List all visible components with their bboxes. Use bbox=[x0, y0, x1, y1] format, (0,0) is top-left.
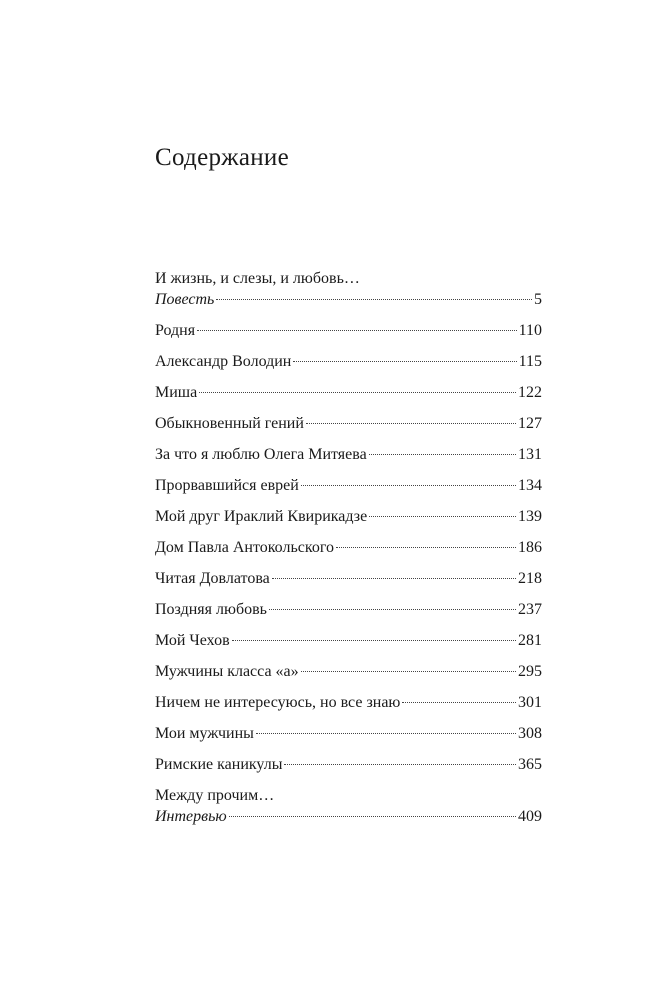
table-of-contents bbox=[155, 268, 542, 837]
toc-entry-title: Мой Чехов bbox=[155, 632, 230, 649]
toc-entry-line bbox=[155, 382, 542, 403]
toc-entry-title: Обыкновенный гений bbox=[155, 415, 304, 432]
dot-leader bbox=[284, 764, 516, 765]
toc-entry-title: Мой друг Ираклий Квирикадзе bbox=[155, 508, 368, 525]
toc-entry-line bbox=[155, 506, 542, 527]
dot-leader bbox=[256, 733, 516, 734]
dot-leader bbox=[369, 454, 516, 455]
toc-entry-title: Римские каникулы bbox=[155, 756, 283, 773]
dot-leader bbox=[232, 640, 516, 641]
toc-entry-line bbox=[155, 661, 542, 682]
toc-page-number: 308 bbox=[518, 725, 542, 742]
toc-entry-line bbox=[155, 475, 542, 496]
dot-leader bbox=[269, 609, 516, 610]
toc-entry[interactable] bbox=[155, 599, 542, 620]
toc-entry-title: Мои мужчины bbox=[155, 725, 254, 742]
dot-leader bbox=[369, 516, 516, 517]
toc-page-number: 281 bbox=[518, 632, 542, 649]
toc-page-number: 409 bbox=[518, 808, 542, 825]
toc-page-number: 301 bbox=[518, 694, 542, 711]
toc-entry[interactable] bbox=[155, 630, 542, 651]
dot-leader bbox=[293, 361, 516, 362]
toc-entry-title: За что я люблю Олега Митяева bbox=[155, 446, 367, 463]
toc-page-number: 127 bbox=[518, 415, 542, 432]
toc-entry-line bbox=[155, 289, 542, 310]
page-title: Содержание bbox=[155, 144, 289, 171]
toc-entry-line bbox=[155, 630, 542, 651]
toc-entry-title: Ничем не интересуюсь, но все знаю bbox=[155, 694, 401, 711]
toc-entry[interactable] bbox=[155, 692, 542, 713]
dot-leader bbox=[336, 547, 516, 548]
toc-entry-line bbox=[155, 320, 542, 341]
toc-entry-line bbox=[155, 723, 542, 744]
toc-entry[interactable] bbox=[155, 723, 542, 744]
toc-page-number: 365 bbox=[518, 756, 542, 773]
toc-entry-subtitle: Повесть bbox=[155, 291, 215, 308]
dot-leader bbox=[229, 816, 516, 817]
toc-entry[interactable] bbox=[155, 568, 542, 589]
toc-entry-title: Поздняя любовь bbox=[155, 601, 267, 618]
toc-entry-title: Мужчины класса «а» bbox=[155, 663, 299, 680]
toc-entry-title: Миша bbox=[155, 384, 198, 401]
toc-page-number: 122 bbox=[518, 384, 542, 401]
toc-entry[interactable] bbox=[155, 444, 542, 465]
toc-entry-line bbox=[155, 692, 542, 713]
toc-page-number: 218 bbox=[518, 570, 542, 587]
toc-entry[interactable] bbox=[155, 506, 542, 527]
toc-entry-line bbox=[155, 806, 542, 827]
toc-entry-line bbox=[155, 351, 542, 372]
toc-page-number: 295 bbox=[518, 663, 542, 680]
dot-leader bbox=[306, 423, 516, 424]
toc-page-number: 110 bbox=[518, 322, 542, 339]
toc-entry-title: Между прочим… bbox=[155, 787, 275, 804]
dot-leader bbox=[402, 702, 516, 703]
toc-entry-line bbox=[155, 413, 542, 434]
toc-entry[interactable] bbox=[155, 661, 542, 682]
toc-entry[interactable] bbox=[155, 268, 542, 310]
toc-entry[interactable] bbox=[155, 320, 542, 341]
toc-page-number: 237 bbox=[518, 601, 542, 618]
toc-page-number: 131 bbox=[518, 446, 542, 463]
toc-entry[interactable] bbox=[155, 475, 542, 496]
toc-entry-title: И жизнь, и слезы, и любовь… bbox=[155, 270, 360, 287]
toc-page-number: 134 bbox=[518, 477, 542, 494]
dot-leader bbox=[197, 330, 516, 331]
toc-entry-line bbox=[155, 537, 542, 558]
toc-entry[interactable] bbox=[155, 754, 542, 775]
toc-entry[interactable] bbox=[155, 537, 542, 558]
toc-entry-subtitle: Интервью bbox=[155, 808, 227, 825]
toc-page-number: 5 bbox=[534, 291, 542, 308]
toc-entry[interactable] bbox=[155, 382, 542, 403]
toc-entry-title: Александр Володин bbox=[155, 353, 292, 370]
toc-page-number: 115 bbox=[518, 353, 542, 370]
toc-entry-title: Читая Довлатова bbox=[155, 570, 270, 587]
toc-entry-title: Дом Павла Антокольского bbox=[155, 539, 334, 556]
toc-entry-line bbox=[155, 754, 542, 775]
toc-entry[interactable] bbox=[155, 413, 542, 434]
toc-entry-line bbox=[155, 568, 542, 589]
toc-page-number: 186 bbox=[518, 539, 542, 556]
toc-entry[interactable] bbox=[155, 351, 542, 372]
toc-page-number: 139 bbox=[518, 508, 542, 525]
toc-entry-title: Родня bbox=[155, 322, 196, 339]
toc-entry[interactable] bbox=[155, 785, 542, 827]
toc-entry-title: Прорвавшийся еврей bbox=[155, 477, 299, 494]
toc-entry-line bbox=[155, 444, 542, 465]
toc-entry-line bbox=[155, 599, 542, 620]
dot-leader bbox=[216, 299, 532, 300]
dot-leader bbox=[301, 485, 516, 486]
dot-leader bbox=[301, 671, 516, 672]
dot-leader bbox=[272, 578, 516, 579]
dot-leader bbox=[199, 392, 516, 393]
